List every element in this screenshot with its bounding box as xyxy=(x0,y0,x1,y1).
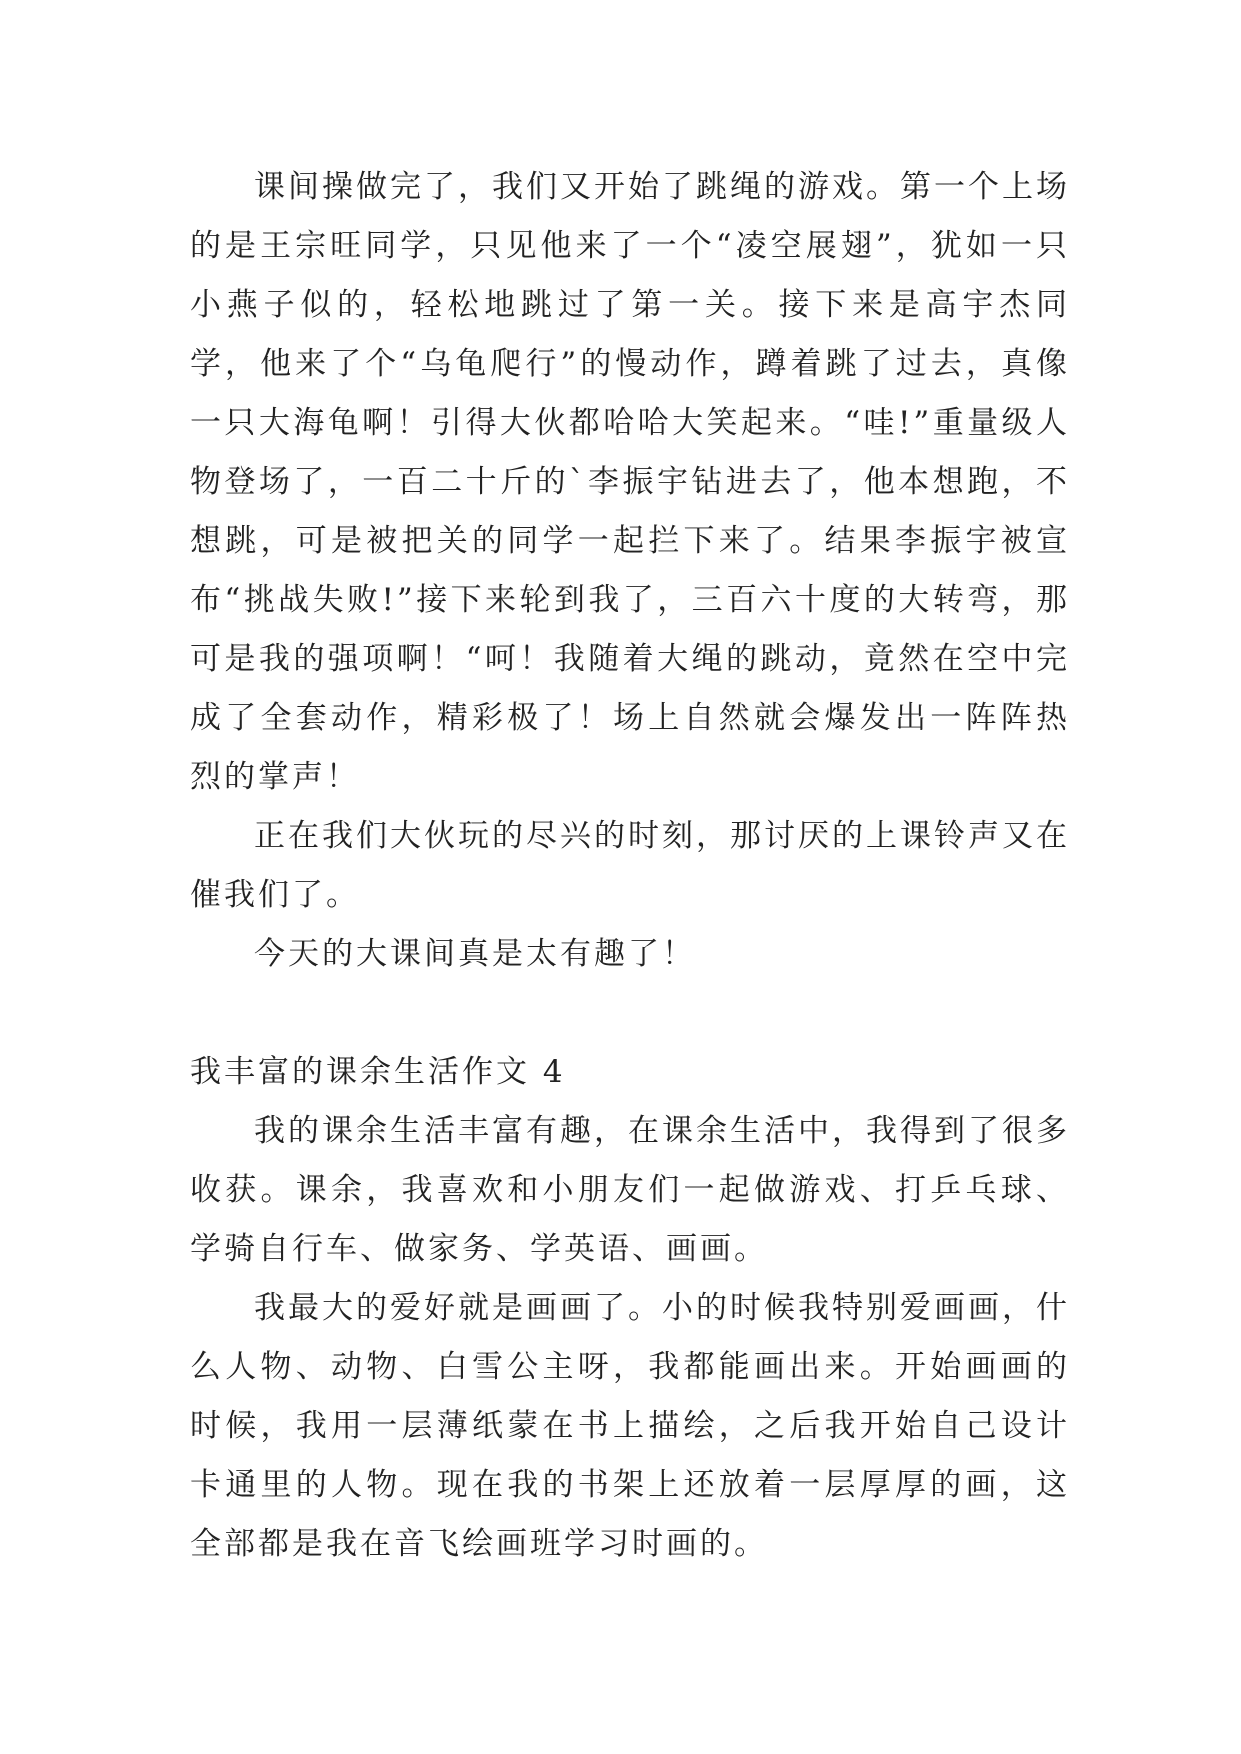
document-body xyxy=(190,158,1070,1574)
section-title: 我丰富的课余生活作文 4 xyxy=(190,1054,566,1090)
paragraph-class-bell: 正在我们大伙玩的尽兴的时刻，那讨厌的上课铃声又在催我们了。 xyxy=(190,818,1070,913)
paragraph-conclusion: 今天的大课间真是太有趣了！ xyxy=(254,936,696,972)
paragraph-drawing-hobby: 我最大的爱好就是画画了。小的时候我特别爱画画，什么人物、动物、白雪公主呀，我都能画出来。开始画画的时候，我用一层薄纸蒙在书上描绘，之后我开始自己设计卡通里的人物。现在我的书架上还放着一层厚厚的画，这全部都是我在音飞绘画班学习时画的。 xyxy=(190,1290,1070,1562)
paragraph-jump-rope-game: 课间操做完了，我们又开始了跳绳的游戏。第一个上场的是王宗旺同学，只见他来了一个“凌空展翅”，犹如一只小燕子似的，轻松地跳过了第一关。接下来是高宇杰同学，他来了个“乌龟爬行”的慢动作，蹲着跳了过去，真像一只大海龟啊！引得大伙都哈哈大笑起来。“哇!”重量级人物登场了，一百二十斤的`李振宇钻进去了，他本想跑，不想跳，可是被把关的同学一起拦下来了。结果李振宇被宣布“挑战失败!”接下来轮到我了，三百六十度的大转弯，那可是我的强项啊！“呵！我随着大绳的跳动，竟然在空中完成了全套动作，精彩极了！场上自然就会爆发出一阵阵热烈的掌声！ xyxy=(190,169,1070,795)
paragraph-afterschool-intro: 我的课余生活丰富有趣，在课余生活中，我得到了很多收获。课余，我喜欢和小朋友们一起做游戏、打乒乓球、学骑自行车、做家务、学英语、画画。 xyxy=(190,1113,1070,1267)
section-spacer xyxy=(190,984,1070,1043)
